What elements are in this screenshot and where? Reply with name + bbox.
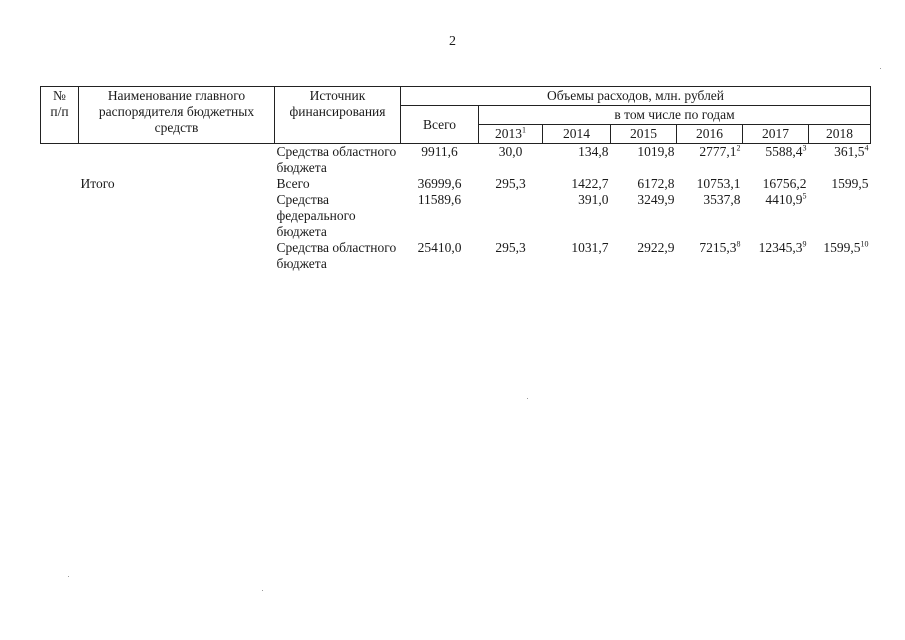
header-year: 2016 bbox=[677, 125, 743, 144]
row-total: 25410,0 bbox=[417, 240, 462, 255]
row-value bbox=[479, 192, 543, 240]
row-value: 2777,1$^2$ bbox=[699, 143, 741, 159]
row-total: 9911,6 bbox=[421, 144, 458, 159]
row-total: 36999,6 bbox=[417, 176, 462, 191]
row-name bbox=[79, 192, 275, 240]
row-source: Всего bbox=[276, 176, 310, 191]
row-source: Средства федерального бюджета bbox=[276, 192, 356, 239]
row-value: 3537,8 bbox=[703, 192, 741, 207]
header-year: 2015 bbox=[611, 125, 677, 144]
row-name bbox=[79, 240, 275, 272]
row-value: 295,3 bbox=[495, 176, 526, 191]
row-value: 12345,3$^9$ bbox=[758, 239, 807, 255]
header-num: № п/п bbox=[41, 87, 79, 144]
page-number: 2 bbox=[449, 34, 456, 49]
header-year: 2017 bbox=[743, 125, 809, 144]
header-year: 2013$^1$ bbox=[479, 125, 543, 144]
row-value: 361,5$^4$ bbox=[834, 143, 869, 159]
header-by-years: в том числе по годам bbox=[479, 106, 871, 125]
row-num bbox=[41, 176, 79, 192]
header-year: 2014 bbox=[543, 125, 611, 144]
row-value: 1019,8 bbox=[637, 144, 675, 159]
row-value: 6172,8 bbox=[637, 176, 675, 191]
row-value: 134,8 bbox=[578, 144, 609, 159]
row-source: Средства областного бюджета bbox=[276, 240, 397, 271]
table-row bbox=[41, 192, 871, 240]
row-value: 10753,1 bbox=[696, 176, 741, 191]
scan-speck bbox=[880, 68, 881, 69]
row-value bbox=[809, 192, 871, 240]
scan-speck bbox=[527, 398, 528, 399]
header-total: Всего bbox=[401, 106, 479, 144]
table-row bbox=[41, 240, 871, 272]
scan-speck bbox=[68, 576, 69, 577]
row-value: 5588,4$^3$ bbox=[765, 143, 807, 159]
row-value: 1599,5 bbox=[831, 176, 869, 191]
header-row-1 bbox=[41, 87, 871, 106]
row-source: Средства областного бюджета bbox=[276, 144, 397, 175]
header-name: Наименование главного распорядителя бюджетных средств bbox=[79, 87, 275, 144]
row-value: 1031,7 bbox=[571, 240, 609, 255]
row-value: 4410,9$^5$ bbox=[765, 191, 807, 207]
row-num bbox=[41, 240, 79, 272]
row-value: 3249,9 bbox=[637, 192, 675, 207]
budget-table bbox=[40, 86, 871, 272]
row-total: 11589,6 bbox=[417, 192, 462, 207]
row-num bbox=[41, 144, 79, 177]
row-value: 2922,9 bbox=[637, 240, 675, 255]
header-year: 2018 bbox=[809, 125, 871, 144]
row-value: 7215,3$^8$ bbox=[699, 239, 741, 255]
row-value: 30,0 bbox=[498, 144, 523, 159]
row-value: 391,0 bbox=[578, 192, 609, 207]
scan-speck bbox=[262, 590, 263, 591]
header-volumes: Объемы расходов, млн. рублей bbox=[401, 87, 871, 106]
row-name bbox=[79, 144, 275, 177]
row-value: 16756,2 bbox=[762, 176, 807, 191]
table-row bbox=[41, 144, 871, 177]
row-value: 1599,5$^{10}$ bbox=[823, 239, 869, 255]
row-num bbox=[41, 192, 79, 240]
header-source: Источник финансирования bbox=[275, 87, 401, 144]
row-value: 295,3 bbox=[495, 240, 526, 255]
table-row bbox=[41, 176, 871, 192]
row-value: 1422,7 bbox=[571, 176, 609, 191]
row-name: Итого bbox=[80, 176, 115, 191]
